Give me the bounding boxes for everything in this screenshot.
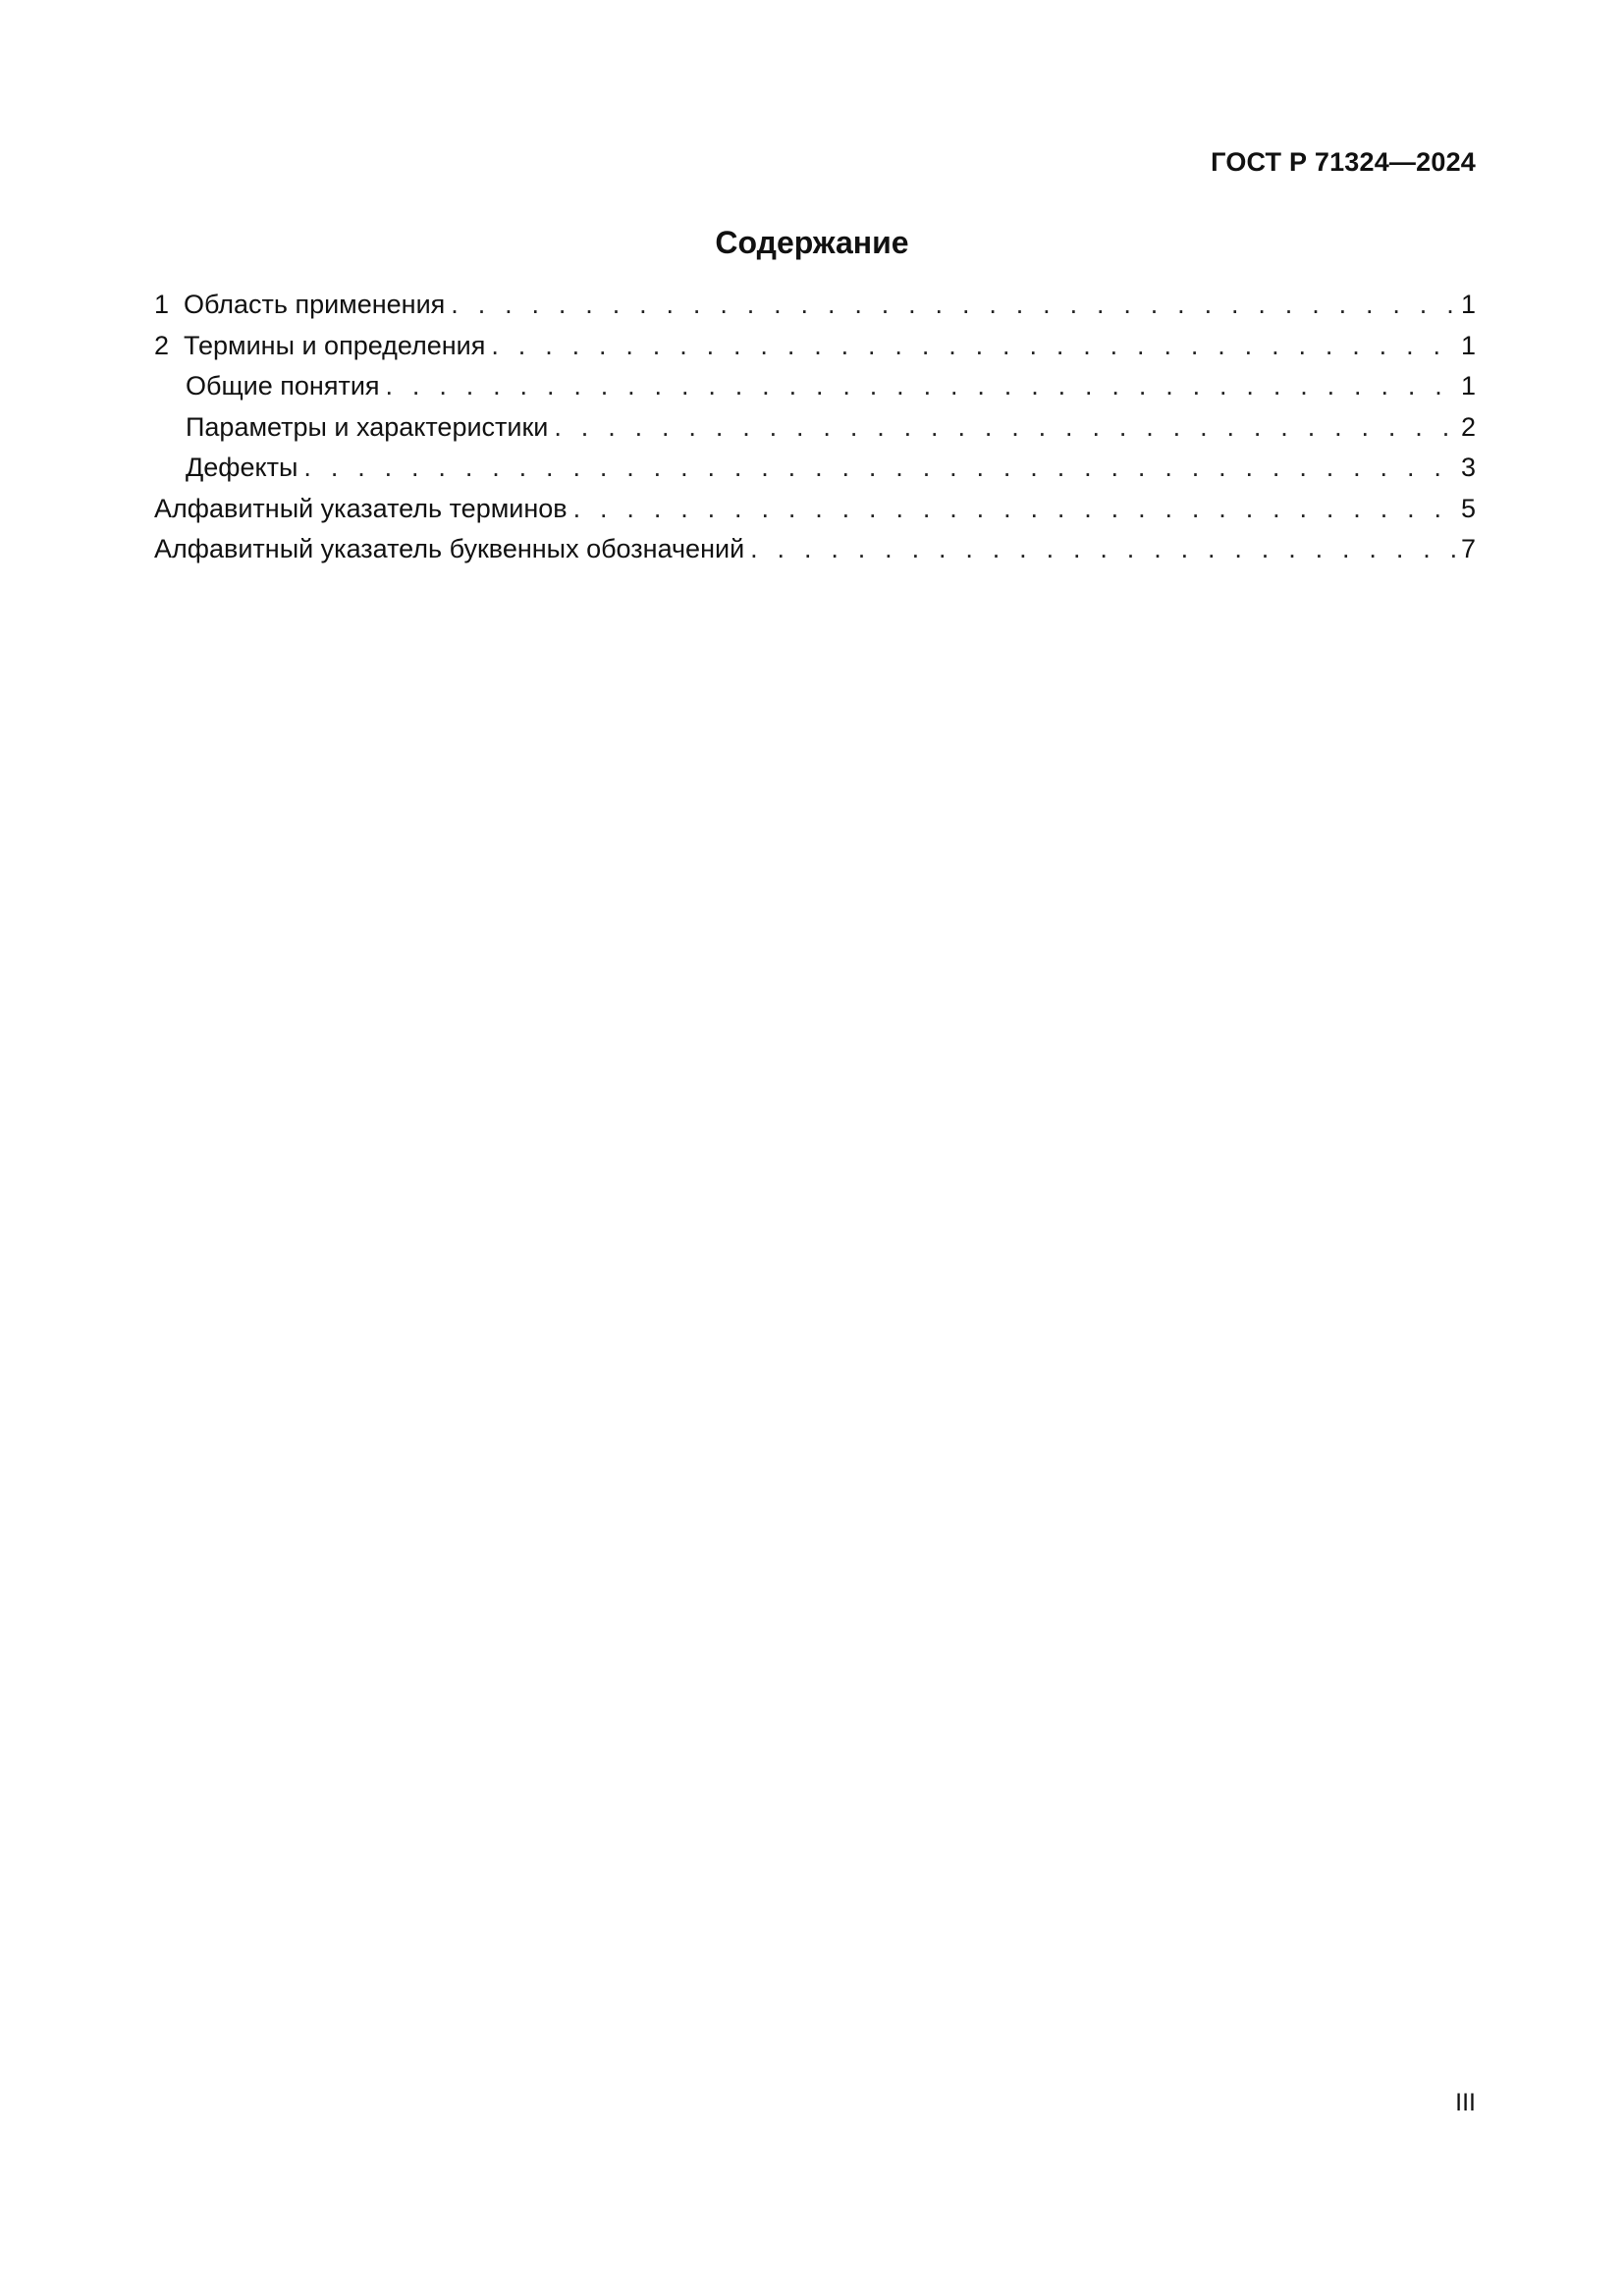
toc-entry-label: Термины и определения [184, 330, 486, 360]
toc-entry-label: Параметры и характеристики [186, 411, 549, 442]
toc-entry-number: 1 [154, 290, 170, 319]
page-number: III [1455, 2089, 1476, 2116]
toc-entry-page: 1 [1460, 371, 1476, 400]
toc-dot-leader [491, 326, 1457, 367]
toc-entry-terms[interactable] [154, 326, 1476, 367]
toc-entry-label: Область применения [184, 290, 446, 319]
toc-dot-leader [386, 366, 1457, 407]
toc-entry-page: 1 [1460, 290, 1476, 319]
toc-dot-leader [451, 285, 1457, 326]
toc-entry-page: 5 [1460, 493, 1476, 523]
toc-entry-label: Общие понятия [186, 371, 380, 400]
toc-entry-page: 1 [1460, 330, 1476, 360]
toc-title: Содержание [715, 225, 909, 260]
toc-dot-leader [750, 529, 1457, 570]
document-id: ГОСТ Р 71324—2024 [1211, 147, 1476, 177]
toc-entry-symbol-index[interactable] [154, 529, 1476, 570]
toc-entry-label: Алфавитный указатель буквенных обозначений [154, 534, 745, 563]
toc-entry-defects[interactable] [154, 448, 1476, 489]
toc-entry-page: 2 [1460, 411, 1476, 442]
toc-entry-page: 7 [1460, 534, 1476, 563]
toc-entry-page: 3 [1460, 453, 1476, 482]
toc-dot-leader [303, 448, 1457, 489]
toc-dot-leader [554, 407, 1457, 449]
toc-entry-label: Дефекты [186, 453, 298, 482]
toc-entry-parameters[interactable] [154, 407, 1476, 449]
table-of-contents [154, 285, 1476, 570]
toc-entry-label: Алфавитный указатель терминов [154, 493, 568, 523]
toc-dot-leader [573, 489, 1457, 530]
toc-entry-scope[interactable] [154, 285, 1476, 326]
toc-entry-number: 2 [154, 330, 170, 360]
toc-entry-term-index[interactable] [154, 489, 1476, 530]
toc-entry-general[interactable] [154, 366, 1476, 407]
